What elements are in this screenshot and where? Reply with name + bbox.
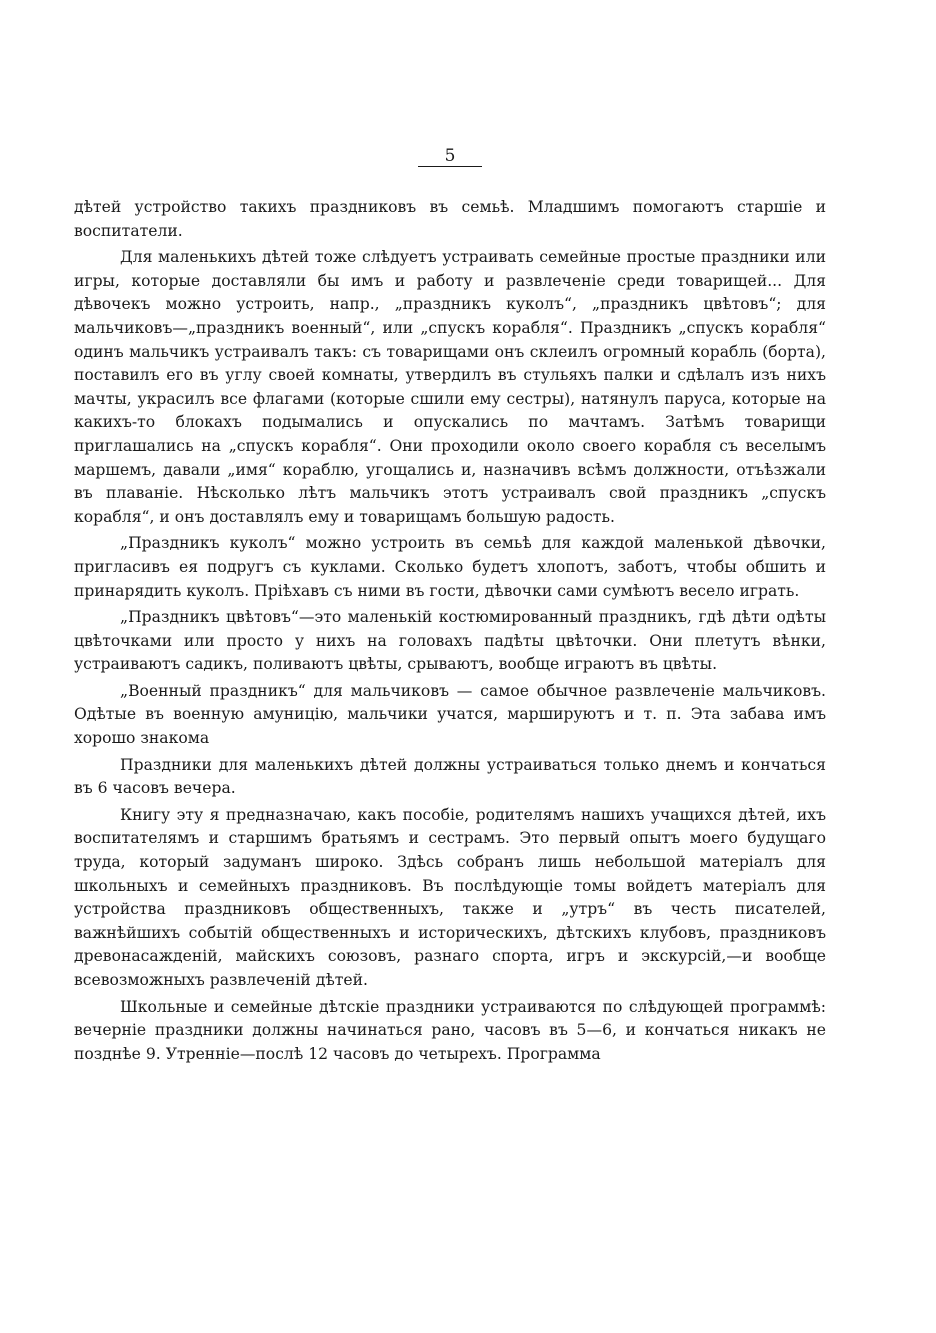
page-header <box>418 146 482 167</box>
page-number-rule <box>418 166 482 167</box>
paragraph-dolls-holiday: „Праздникъ куколъ“ можно устроить въ семьѣ для каждой маленькой дѣвочки, пригласивъ ея подругъ съ куклами. Сколько будетъ хлопотъ, заботъ, чтобы обшить и принарядить куколъ. Пріѣхавъ съ ними въ гости, дѣвочки сами сумѣютъ весело играть. <box>74 534 826 600</box>
paragraph-program-schedule: Школьные и семейные дѣтскіе праздники устраиваются по слѣдующей программѣ: вечерніе праздники должны начинаться рано, часовъ въ 5—6, и кончаться никакъ не позднѣе 9. Утренніе—послѣ 12 часовъ до четырехъ. Программа <box>74 997 826 1063</box>
paragraph-book-purpose: Книгу эту я предназначаю, какъ пособіе, родителямъ нашихъ учащихся дѣтей, ихъ воспитателямъ и старшимъ братьямъ и сестрамъ. Это первый опытъ моего будущаго труда, который задуманъ широко. Здѣсь собранъ лишь небольшой матеріалъ для школьныхъ и семейныхъ праздниковъ. Въ послѣдующіе томы войдетъ матеріалъ для устройства праздниковъ общественныхъ, также и „утръ“ въ честь писателей, важнѣйшихъ событій общественныхъ и историческихъ, дѣтскихъ клубовъ, праздниковъ древонасажденій, майскихъ союзовъ, разнаго спорта, игръ и экскурсій,—и вообще всевозможныхъ развлеченій дѣтей. <box>74 805 826 989</box>
paragraph-daytime-rule: Праздники для маленькихъ дѣтей должны устраиваться только днемъ и кончаться въ 6 часовъ вечера. <box>74 755 826 798</box>
paragraph-small-children-holidays: Для маленькихъ дѣтей тоже слѣдуетъ устраивать семейные простые праздники или игры, которые доставляли бы имъ и работу и развлеченіе среди товарищей... Для дѣвочекъ можно устроить, напр., „праздникъ куколъ“, „праздникъ цвѣтовъ“; для мальчиковъ—„праздникъ военный“, или „спускъ корабля“. Праздникъ „спускъ корабля“ одинъ мальчикъ устраивалъ такъ: съ товарищами онъ склеилъ огромный корабль (борта), поставилъ его въ углу своей комнаты, утвердилъ въ стульяхъ палки и сдѣлалъ изъ нихъ мачты, украсилъ все флагами (которые сшили ему сестры), натянулъ паруса, которые на какихъ-то блокахъ подымались и опускались по мачтамъ. Затѣмъ товарищи приглашались на „спускъ корабля“. Они проходили около своего корабля съ веселымъ маршемъ, давали „имя“ кораблю, угощались и, назначивъ всѣмъ должности, отъѣзжали въ плаваніе. Нѣсколько лѣтъ мальчикъ этотъ устраивалъ свой праздникъ „спускъ корабля“, и онъ доставлялъ ему и товарищамъ большую радость. <box>74 248 826 526</box>
page-number: 5 <box>444 146 456 166</box>
paragraph-military-holiday: „Военный праздникъ“ для мальчиковъ — самое обычное развлеченіе мальчиковъ. Одѣтые въ военную амуницію, мальчики учатся, маршируютъ и т. п. Эта забава имъ хорошо знакома <box>74 681 826 748</box>
paragraph-continuation: дѣтей устройство такихъ праздниковъ въ семьѣ. Младшимъ помогаютъ старшіе и воспитатели. <box>74 198 826 240</box>
text-body <box>74 196 826 1069</box>
paragraph-flowers-holiday: „Праздникъ цвѣтовъ“—это маленькій костюмированный праздникъ, гдѣ дѣти одѣты цвѣточками или просто у нихъ на головахъ падѣты цвѣточки. Они плетутъ вѣнки, устраиваютъ садикъ, поливаютъ цвѣты, срываютъ, вообще играютъ въ цвѣты. <box>74 608 826 674</box>
